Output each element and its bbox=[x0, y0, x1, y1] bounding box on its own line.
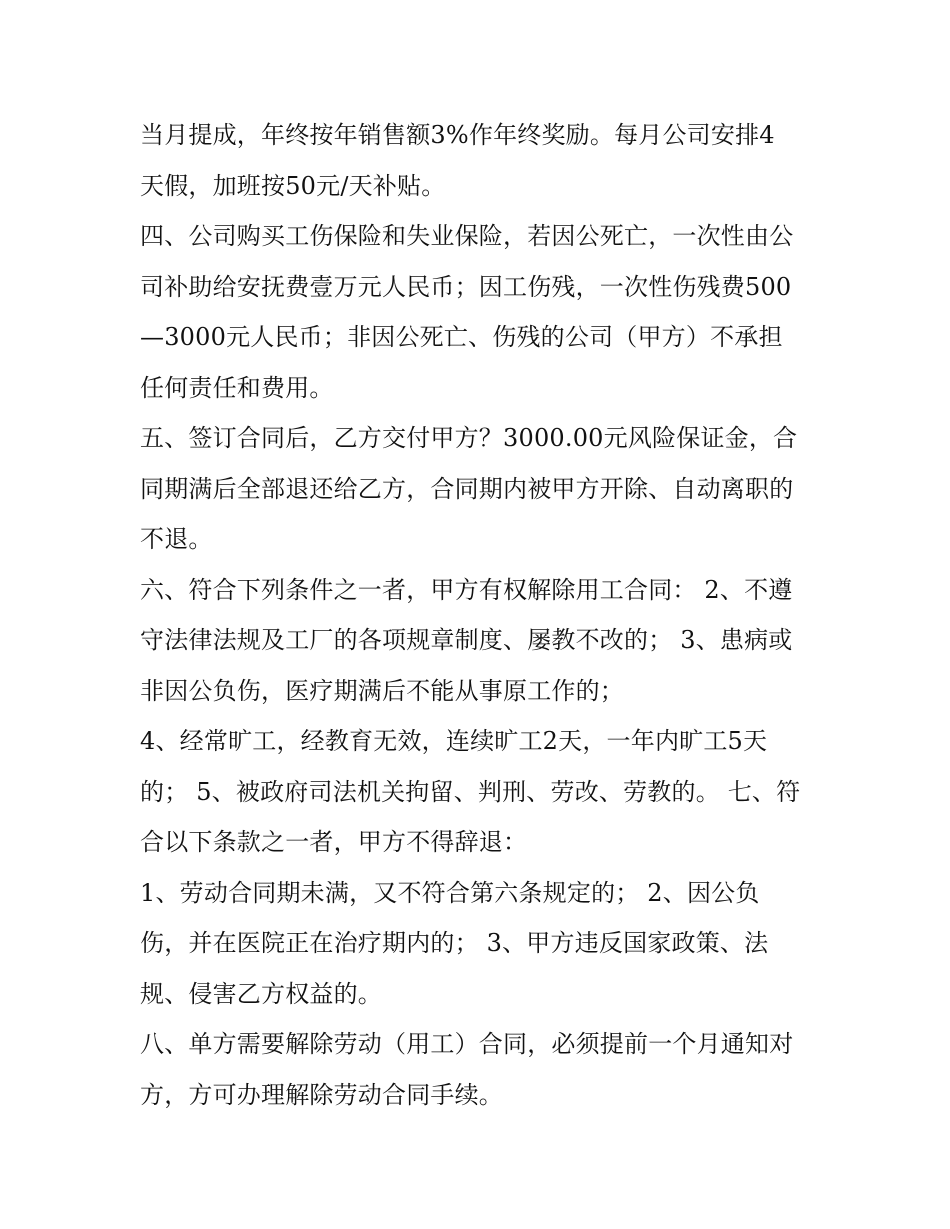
text-line: 方，方可办理解除劳动合同手续。 bbox=[140, 1080, 503, 1109]
text-line: 任何责任和费用。 bbox=[140, 373, 334, 402]
text-line: 1、劳动合同期未满，又不符合第六条规定的； 2、因公负 bbox=[140, 878, 760, 907]
text-line: 当月提成，年终按年销售额3%作年终奖励。每月公司安排4 bbox=[140, 121, 775, 149]
text-line: 五、签订合同后，乙方交付甲方？3000.00元风险保证金，合 bbox=[140, 424, 798, 452]
document-body bbox=[140, 110, 820, 1120]
text-line: 八、单方需要解除劳动（用工）合同，必须提前一个月通知对 bbox=[140, 1030, 794, 1058]
text-line: 守法律法规及工厂的各项规章制度、屡教不改的； 3、患病或 bbox=[140, 626, 793, 654]
text-line: 同期满后全部退还给乙方，合同期内被甲方开除、自动离职的 bbox=[140, 474, 794, 503]
text-line: 合以下条款之一者，甲方不得辞退： bbox=[140, 828, 528, 856]
text-line: 司补助给安抚费壹万元人民币；因工伤残，一次性伤残费500 bbox=[140, 272, 792, 301]
text-line: 规、侵害乙方权益的。 bbox=[140, 979, 382, 1008]
text-line: 的； 5、被政府司法机关拘留、判刑、劳改、劳教的。 七、符 bbox=[140, 777, 801, 806]
text-line: 四、公司购买工伤保险和失业保险，若因公死亡，一次性由公 bbox=[140, 222, 794, 250]
text-line: 不退。 bbox=[140, 525, 213, 553]
text-line: 非因公负伤，医疗期满后不能从事原工作的； bbox=[140, 676, 624, 705]
text-line: 六、符合下列条件之一者，甲方有权解除用工合同： 2、不遵 bbox=[140, 575, 793, 604]
text-line: —3000元人民币；非因公死亡、伤残的公司（甲方）不承担 bbox=[140, 323, 783, 351]
text-line: 4、经常旷工，经教育无效，连续旷工2天，一年内旷工5天 bbox=[140, 727, 768, 755]
text-line: 天假，加班按50元/天补贴。 bbox=[140, 171, 446, 200]
text-line: 伤，并在医院正在治疗期内的； 3、甲方违反国家政策、法 bbox=[140, 929, 769, 957]
